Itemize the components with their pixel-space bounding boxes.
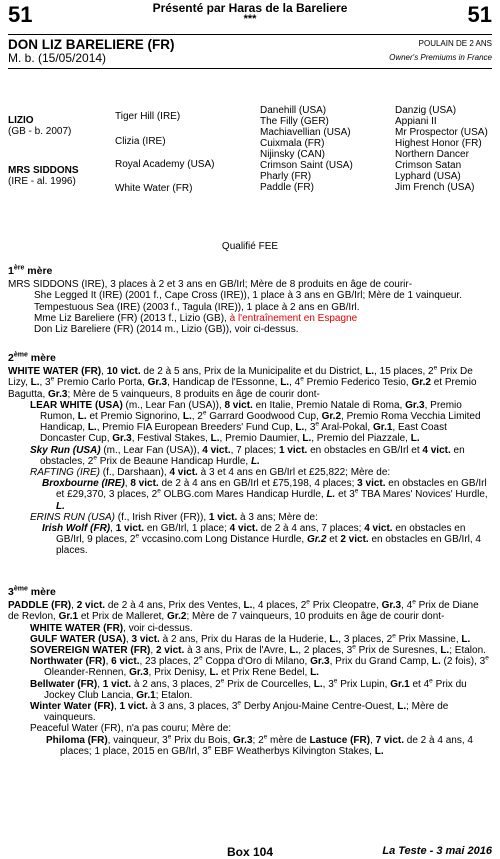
gen2-3: White Water (FR)	[115, 183, 193, 194]
dam-block	[8, 165, 79, 187]
gen4-2: Mr Prospector (USA)	[395, 127, 488, 138]
gen3-3: Cuixmala (FR)	[260, 138, 325, 149]
produce-sovereign-water: SOVEREIGN WATER (FR), 2 vict. à 3 ans, Prix de l'Avre, L., 2 places, 3e Prix de Suresnes, L.; Etalon.	[30, 643, 486, 657]
gen4-5: Crimson Satan	[395, 160, 462, 171]
gen2-1: Clizia (IRE)	[115, 136, 166, 147]
produce-don-liz: Don Liz Bareliere (FR) (2014 m., Lizio (GB)), voir ci-dessus.	[34, 324, 299, 336]
gen4-7: Jim French (USA)	[395, 182, 475, 193]
produce-irish-wolf: Irish Wolf (FR), 1 vict. en GB/Irl, 1 place; 4 vict. de 2 à 4 ans, 7 places; 4 vict. en obstacles en GB/Irl, 9 places, 2e vccasino.com Long Distance Hurdle, Gr.2 et 2 vict. en obstacles en GB/Irl, 4 places.	[42, 523, 481, 557]
qualifie-fee: Qualifié FEE	[221, 241, 279, 252]
second-dam-summary: WHITE WATER (FR), 10 vict. de 2 à 5 ans, Prix de la Municipalite et du District, L., 15 places, 2e Prix De Lizy, L., 3e Premio Carlo Porta, Gr.3, Handicap de l'Essonne, L., 4e Premio Federico Tesio, Gr.2 et Premio Bagutta, Gr.3; Mère de 5 vainqueurs, 8 produits en âge de courir dont-	[8, 364, 477, 400]
produce-winter-water: Winter Water (FR), 1 vict. à 3 ans, 3 places, 3e Derby Anjou-Maine Centre-Ouest, L.; Mère de vainqueurs.	[30, 699, 449, 724]
section-first-dam	[8, 266, 492, 335]
produce-tempestuous-sea: Tempestuous Sea (IRE) (2003 f., Tagula (IRE)), 1 place à 2 ans en GB/Irl.	[34, 301, 360, 313]
gen3-6: Pharly (FR)	[260, 171, 312, 182]
lot-number-right: 51	[467, 2, 492, 27]
produce-philoma: Philoma (FR), vainqueur, 3e Prix du Bois, Gr.3; 2e mère de Lastuce (FR), 7 vict. de 2 à 4 ans, 4 places; 1 place, 2015 en GB/Irl, 3e EBF Weatherbys Kilvington Stakes, L.	[46, 733, 473, 757]
gen2-0: Tiger Hill (IRE)	[115, 111, 181, 122]
horse-details: M. b. (15/05/2014)	[8, 51, 107, 65]
gen3-5: Crimson Saint (USA)	[260, 160, 353, 171]
produce-erins-run: ERINS RUN (USA) (f., Irish River (FR)), 1 vict. à 3 ans; Mère de:	[30, 511, 318, 523]
gen3-0: Danehill (USA)	[260, 105, 327, 116]
footer-box-number: Box 104	[226, 845, 274, 859]
third-dam-summary: PADDLE (FR), 2 vict. de 2 à 4 ans, Prix des Ventes, L., 4 places, 2e Prix Cleopatre, Gr.3, 4e Prix de Diane de Revlon, Gr.1 et Prix de Malleret, Gr.2; Mère de 7 vainqueurs, 10 produits en âge de courir dont-	[8, 598, 479, 623]
header-bottom-rule	[8, 68, 492, 69]
dam-summary: MRS SIDDONS (IRE), 3 places à 2 et 3 ans en GB/Irl; Mère de 8 produits en âge de courir-	[8, 279, 413, 291]
section-title-second-dam: 2ème mère	[8, 351, 56, 364]
dam-name: MRS SIDDONS	[8, 165, 79, 176]
produce-rafting: RAFTING (IRE) (f., Darshaan), 4 vict. à 3 et 4 ans en GB/Irl et £25,822; Mère de:	[30, 467, 391, 479]
gen3-1: The Filly (GER)	[260, 116, 329, 127]
produce-mme-liz: Mme Liz Bareliere (FR) (2013 f., Lizio (GB), à l'entraînement en Espagne	[34, 312, 358, 324]
produce-northwater: Northwater (FR), 6 vict., 23 places, 2e Coppa d'Oro di Milano, Gr.3, Prix du Grand Camp, L. (2 fois), 3e Oleander-Rennen, Gr.3, Prix Denisy, L. et Prix Rene Bedel, L.	[30, 654, 489, 679]
horse-name: DON LIZ BARELIERE (FR)	[8, 37, 175, 52]
gen4-1: Appiani II	[395, 116, 437, 127]
gen3-2: Machiavellian (USA)	[260, 127, 351, 138]
gen4-list	[395, 105, 488, 193]
section-title-first-dam: 1ère mère	[8, 264, 53, 277]
produce-sky-run: Sky Run (USA) (m., Lear Fan (USA)), 4 vict., 7 places; 1 vict. en obstacles en GB/Irl et 4 vict. en obstacles, 2e Prix de Beaune Handicap Hurdle, L.	[30, 444, 465, 467]
gen2-2: Royal Academy (USA)	[115, 159, 215, 170]
gen4-4: Northern Dancer	[395, 149, 469, 160]
produce-broxbourne: Broxbourne (IRE), 8 vict. de 2 à 4 ans en GB/Irl et £75,198, 4 places; 3 vict. en obstacles en GB/Irl et £29,370, 3 places, 2e OLBG.com Mares Handicap Hurdle, L. et 3e TBA Mares' Novices' Hurdle, L.	[42, 478, 488, 512]
sire-block	[8, 115, 71, 137]
gen4-3: Highest Honor (FR)	[395, 138, 482, 149]
header-stars: ***	[243, 13, 257, 25]
owners-premiums: Owner's Premiums in France	[389, 53, 492, 62]
produce-bellwater: Bellwater (FR), 1 vict. à 2 ans, 3 places, 2e Prix de Courcelles, L., 3e Prix Lupin, Gr.1 et 4e Prix du Jockey Club Lancia, Gr.1; Etalon.	[30, 677, 467, 701]
sire-name: LIZIO	[8, 115, 34, 126]
gen3-list	[260, 105, 353, 193]
horse-category: POULAIN DE 2 ANS	[418, 39, 492, 48]
produce-white-water: WHITE WATER (FR), voir ci-dessus.	[30, 622, 193, 634]
lot-number-left: 51	[8, 2, 33, 27]
gen3-7: Paddle (FR)	[260, 182, 314, 193]
footer-sale-date: La Teste - 3 mai 2016	[382, 845, 492, 857]
gen3-4: Nijinsky (CAN)	[260, 149, 325, 160]
sire-info: (GB - b. 2007)	[8, 126, 72, 137]
top-rule	[8, 34, 492, 35]
presenter-title: Présenté par Haras de la Bareliere	[152, 1, 348, 15]
produce-she-legged-it: She Legged It (IRE) (2001 f., Cape Cross (IRE)), 1 place à 3 ans en GB/Irl; Mère de 1 vainqueur.	[34, 290, 462, 302]
gen4-6: Lyphard (USA)	[395, 171, 461, 182]
produce-lear-white: LEAR WHITE (USA) (m., Lear Fan (USA)), 8 vict. en Italie, Premio Natale di Roma, Gr.3, Premio Rumon, L. et Premio Signorino, L., 2e Garrard Goodwood Cup, Gr.2, Premio Roma Vecchia Limited Handicap, L., Premio FIA European Breeders' Fund Cup, L., 3e Aral-Pokal, Gr.1, East Coast Doncaster Cup, Gr.3, Festival Stakes, L., Premio Daumier, L., Premio del Piazzale, L.	[30, 399, 481, 445]
section-title-third-dam: 3ème mère	[8, 585, 56, 598]
section-second-dam	[8, 353, 492, 557]
dam-info: (IRE - al. 1996)	[8, 176, 76, 187]
section-third-dam	[8, 587, 492, 757]
produce-gulf-water: GULF WATER (USA), 3 vict. à 2 ans, Prix du Haras de la Huderie, L., 3 places, 2e Prix Massine, L.	[30, 632, 471, 645]
gen4-0: Danzig (USA)	[395, 105, 457, 116]
produce-peaceful-water: Peaceful Water (FR), n'a pas couru; Mère de:	[30, 723, 232, 735]
